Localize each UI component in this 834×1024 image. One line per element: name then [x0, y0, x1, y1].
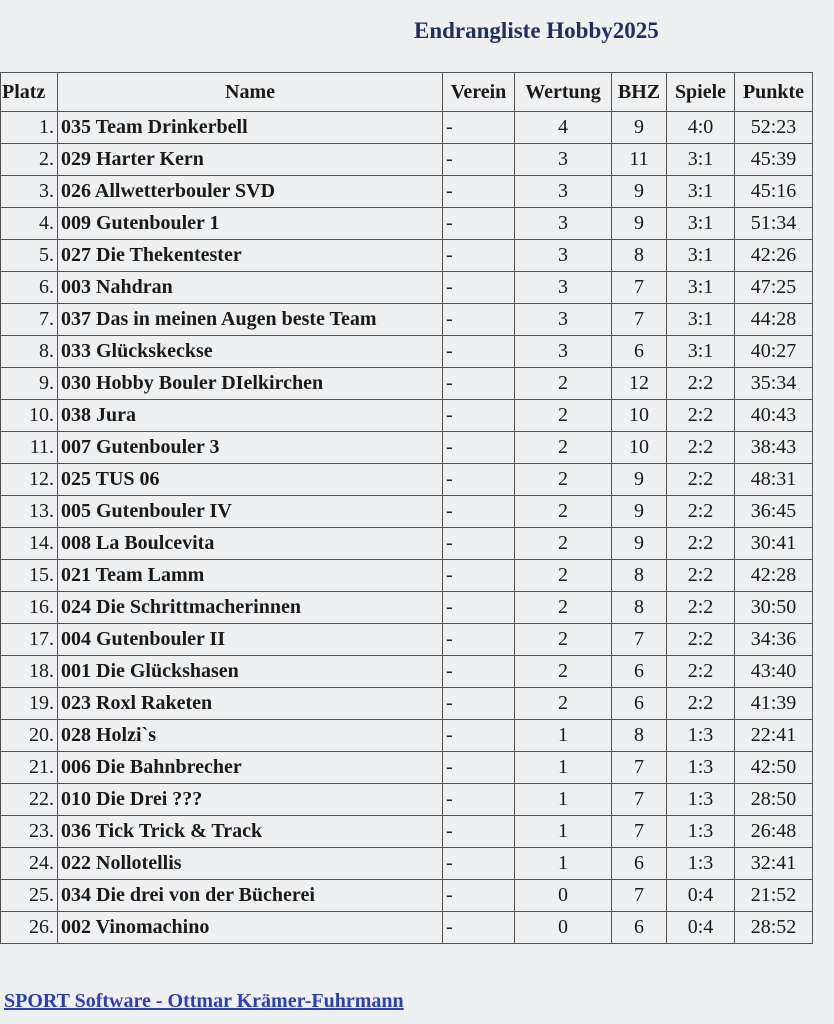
cell-spiele: 3:1: [667, 208, 735, 240]
column-header-wertung: Wertung: [515, 73, 612, 112]
cell-punkte: 30:50: [735, 592, 813, 624]
cell-spiele: 2:2: [667, 656, 735, 688]
cell-punkte: 26:48: [735, 816, 813, 848]
cell-platz: 25.: [1, 880, 58, 912]
cell-platz: 6.: [1, 272, 58, 304]
table-row: [1, 272, 813, 304]
cell-wertung: 2: [515, 688, 612, 720]
cell-verein: -: [443, 688, 515, 720]
cell-verein: -: [443, 912, 515, 944]
cell-name: 036 Tick Trick & Track: [58, 816, 443, 848]
cell-verein: -: [443, 240, 515, 272]
cell-spiele: 0:4: [667, 880, 735, 912]
cell-wertung: 2: [515, 560, 612, 592]
cell-verein: -: [443, 816, 515, 848]
table-row: [1, 208, 813, 240]
cell-bhz: 7: [612, 304, 667, 336]
cell-name: 010 Die Drei ???: [58, 784, 443, 816]
cell-verein: -: [443, 304, 515, 336]
cell-wertung: 2: [515, 368, 612, 400]
cell-spiele: 4:0: [667, 112, 735, 144]
cell-platz: 22.: [1, 784, 58, 816]
table-row: [1, 496, 813, 528]
cell-bhz: 8: [612, 240, 667, 272]
cell-bhz: 9: [612, 528, 667, 560]
table-row: [1, 912, 813, 944]
cell-wertung: 2: [515, 656, 612, 688]
cell-spiele: 1:3: [667, 752, 735, 784]
table-row: [1, 752, 813, 784]
cell-name: 021 Team Lamm: [58, 560, 443, 592]
table-row: [1, 720, 813, 752]
cell-platz: 1.: [1, 112, 58, 144]
cell-spiele: 3:1: [667, 272, 735, 304]
cell-bhz: 9: [612, 176, 667, 208]
cell-verein: -: [443, 464, 515, 496]
table-row: [1, 304, 813, 336]
cell-platz: 4.: [1, 208, 58, 240]
table-row: [1, 336, 813, 368]
cell-platz: 26.: [1, 912, 58, 944]
cell-wertung: 2: [515, 464, 612, 496]
column-header-verein: Verein: [443, 73, 515, 112]
cell-punkte: 40:27: [735, 336, 813, 368]
cell-verein: -: [443, 144, 515, 176]
table-row: [1, 368, 813, 400]
cell-punkte: 40:43: [735, 400, 813, 432]
cell-platz: 8.: [1, 336, 58, 368]
cell-wertung: 1: [515, 784, 612, 816]
cell-platz: 17.: [1, 624, 58, 656]
cell-punkte: 45:39: [735, 144, 813, 176]
table-row: [1, 592, 813, 624]
cell-name: 035 Team Drinkerbell: [58, 112, 443, 144]
cell-name: 027 Die Thekentester: [58, 240, 443, 272]
cell-punkte: 28:50: [735, 784, 813, 816]
cell-wertung: 3: [515, 176, 612, 208]
cell-verein: -: [443, 656, 515, 688]
table-row: [1, 240, 813, 272]
cell-platz: 11.: [1, 432, 58, 464]
cell-name: 005 Gutenbouler IV: [58, 496, 443, 528]
cell-punkte: 36:45: [735, 496, 813, 528]
cell-bhz: 6: [612, 912, 667, 944]
ranking-table: [0, 72, 813, 944]
cell-verein: -: [443, 336, 515, 368]
cell-platz: 9.: [1, 368, 58, 400]
cell-platz: 14.: [1, 528, 58, 560]
column-header-spiele: Spiele: [667, 73, 735, 112]
cell-name: 002 Vinomachino: [58, 912, 443, 944]
cell-punkte: 42:26: [735, 240, 813, 272]
table-row: [1, 784, 813, 816]
cell-punkte: 38:43: [735, 432, 813, 464]
cell-punkte: 41:39: [735, 688, 813, 720]
cell-bhz: 7: [612, 880, 667, 912]
cell-wertung: 2: [515, 592, 612, 624]
table-row: [1, 400, 813, 432]
table-row: [1, 624, 813, 656]
cell-punkte: 21:52: [735, 880, 813, 912]
cell-spiele: 3:1: [667, 240, 735, 272]
cell-verein: -: [443, 784, 515, 816]
cell-name: 008 La Boulcevita: [58, 528, 443, 560]
cell-verein: -: [443, 208, 515, 240]
cell-name: 006 Die Bahnbrecher: [58, 752, 443, 784]
table-row: [1, 816, 813, 848]
cell-punkte: 28:52: [735, 912, 813, 944]
cell-wertung: 2: [515, 624, 612, 656]
cell-name: 025 TUS 06: [58, 464, 443, 496]
cell-name: 030 Hobby Bouler DIelkirchen: [58, 368, 443, 400]
cell-spiele: 1:3: [667, 816, 735, 848]
cell-bhz: 9: [612, 208, 667, 240]
cell-bhz: 7: [612, 752, 667, 784]
cell-spiele: 0:4: [667, 912, 735, 944]
cell-spiele: 2:2: [667, 464, 735, 496]
cell-platz: 5.: [1, 240, 58, 272]
cell-punkte: 42:28: [735, 560, 813, 592]
column-header-punkte: Punkte: [735, 73, 813, 112]
cell-wertung: 1: [515, 816, 612, 848]
cell-spiele: 1:3: [667, 720, 735, 752]
table-row: [1, 688, 813, 720]
cell-name: 026 Allwetterbouler SVD: [58, 176, 443, 208]
cell-verein: -: [443, 432, 515, 464]
column-header-bhz: BHZ: [612, 73, 667, 112]
cell-wertung: 3: [515, 144, 612, 176]
cell-platz: 23.: [1, 816, 58, 848]
cell-bhz: 6: [612, 656, 667, 688]
cell-verein: -: [443, 112, 515, 144]
cell-spiele: 2:2: [667, 688, 735, 720]
cell-platz: 15.: [1, 560, 58, 592]
cell-platz: 7.: [1, 304, 58, 336]
cell-spiele: 2:2: [667, 624, 735, 656]
cell-name: 023 Roxl Raketen: [58, 688, 443, 720]
cell-spiele: 2:2: [667, 432, 735, 464]
cell-spiele: 2:2: [667, 496, 735, 528]
cell-platz: 21.: [1, 752, 58, 784]
cell-punkte: 51:34: [735, 208, 813, 240]
cell-wertung: 0: [515, 880, 612, 912]
cell-spiele: 2:2: [667, 400, 735, 432]
cell-spiele: 2:2: [667, 592, 735, 624]
cell-bhz: 10: [612, 432, 667, 464]
cell-platz: 12.: [1, 464, 58, 496]
cell-wertung: 0: [515, 912, 612, 944]
cell-wertung: 1: [515, 720, 612, 752]
cell-spiele: 2:2: [667, 560, 735, 592]
cell-name: 022 Nollotellis: [58, 848, 443, 880]
cell-wertung: 2: [515, 432, 612, 464]
cell-wertung: 3: [515, 304, 612, 336]
table-row: [1, 144, 813, 176]
cell-verein: -: [443, 176, 515, 208]
cell-spiele: 2:2: [667, 528, 735, 560]
cell-verein: -: [443, 880, 515, 912]
cell-punkte: 44:28: [735, 304, 813, 336]
cell-platz: 10.: [1, 400, 58, 432]
cell-punkte: 42:50: [735, 752, 813, 784]
cell-punkte: 43:40: [735, 656, 813, 688]
cell-name: 009 Gutenbouler 1: [58, 208, 443, 240]
cell-verein: -: [443, 496, 515, 528]
cell-verein: -: [443, 272, 515, 304]
cell-verein: -: [443, 592, 515, 624]
cell-name: 024 Die Schrittmacherinnen: [58, 592, 443, 624]
cell-bhz: 7: [612, 272, 667, 304]
cell-wertung: 1: [515, 848, 612, 880]
cell-wertung: 3: [515, 272, 612, 304]
cell-name: 037 Das in meinen Augen beste Team: [58, 304, 443, 336]
table-row: [1, 560, 813, 592]
cell-platz: 20.: [1, 720, 58, 752]
cell-name: 033 Glückskeckse: [58, 336, 443, 368]
cell-spiele: 1:3: [667, 848, 735, 880]
cell-platz: 3.: [1, 176, 58, 208]
table-row: [1, 432, 813, 464]
cell-verein: -: [443, 752, 515, 784]
cell-bhz: 9: [612, 496, 667, 528]
cell-bhz: 8: [612, 720, 667, 752]
cell-punkte: 35:34: [735, 368, 813, 400]
cell-wertung: 3: [515, 336, 612, 368]
cell-punkte: 30:41: [735, 528, 813, 560]
cell-spiele: 2:2: [667, 368, 735, 400]
table-row: [1, 656, 813, 688]
cell-platz: 18.: [1, 656, 58, 688]
cell-verein: -: [443, 720, 515, 752]
table-row: [1, 112, 813, 144]
cell-punkte: 34:36: [735, 624, 813, 656]
cell-punkte: 47:25: [735, 272, 813, 304]
cell-wertung: 2: [515, 496, 612, 528]
cell-bhz: 6: [612, 848, 667, 880]
cell-platz: 24.: [1, 848, 58, 880]
cell-verein: -: [443, 528, 515, 560]
cell-bhz: 8: [612, 560, 667, 592]
column-header-platz: Platz: [1, 73, 58, 112]
cell-name: 029 Harter Kern: [58, 144, 443, 176]
cell-spiele: 3:1: [667, 144, 735, 176]
cell-bhz: 6: [612, 336, 667, 368]
cell-name: 003 Nahdran: [58, 272, 443, 304]
column-header-name: Name: [58, 73, 443, 112]
table-header-row: [1, 73, 813, 112]
cell-platz: 13.: [1, 496, 58, 528]
cell-wertung: 3: [515, 240, 612, 272]
cell-name: 028 Holzi`s: [58, 720, 443, 752]
cell-verein: -: [443, 560, 515, 592]
cell-bhz: 7: [612, 624, 667, 656]
table-row: [1, 176, 813, 208]
cell-wertung: 1: [515, 752, 612, 784]
cell-name: 004 Gutenbouler II: [58, 624, 443, 656]
cell-bhz: 11: [612, 144, 667, 176]
cell-bhz: 7: [612, 816, 667, 848]
cell-bhz: 12: [612, 368, 667, 400]
table-row: [1, 880, 813, 912]
table-row: [1, 464, 813, 496]
cell-spiele: 3:1: [667, 176, 735, 208]
cell-wertung: 3: [515, 208, 612, 240]
cell-platz: 16.: [1, 592, 58, 624]
cell-name: 038 Jura: [58, 400, 443, 432]
cell-verein: -: [443, 368, 515, 400]
cell-punkte: 22:41: [735, 720, 813, 752]
cell-verein: -: [443, 848, 515, 880]
cell-name: 034 Die drei von der Bücherei: [58, 880, 443, 912]
cell-punkte: 45:16: [735, 176, 813, 208]
cell-punkte: 52:23: [735, 112, 813, 144]
ranking-table-body: [1, 112, 813, 944]
cell-wertung: 2: [515, 400, 612, 432]
cell-wertung: 2: [515, 528, 612, 560]
page-title: Endrangliste Hobby2025: [414, 18, 659, 43]
cell-spiele: 3:1: [667, 336, 735, 368]
cell-spiele: 1:3: [667, 784, 735, 816]
footer-link[interactable]: SPORT Software - Ottmar Krämer-Fuhrmann: [4, 990, 404, 1012]
cell-punkte: 48:31: [735, 464, 813, 496]
cell-bhz: 7: [612, 784, 667, 816]
cell-bhz: 6: [612, 688, 667, 720]
cell-bhz: 9: [612, 464, 667, 496]
cell-verein: -: [443, 624, 515, 656]
cell-spiele: 3:1: [667, 304, 735, 336]
cell-platz: 19.: [1, 688, 58, 720]
cell-name: 001 Die Glückshasen: [58, 656, 443, 688]
cell-bhz: 10: [612, 400, 667, 432]
table-row: [1, 528, 813, 560]
cell-punkte: 32:41: [735, 848, 813, 880]
cell-wertung: 4: [515, 112, 612, 144]
cell-platz: 2.: [1, 144, 58, 176]
cell-name: 007 Gutenbouler 3: [58, 432, 443, 464]
cell-bhz: 8: [612, 592, 667, 624]
cell-verein: -: [443, 400, 515, 432]
table-row: [1, 848, 813, 880]
cell-bhz: 9: [612, 112, 667, 144]
